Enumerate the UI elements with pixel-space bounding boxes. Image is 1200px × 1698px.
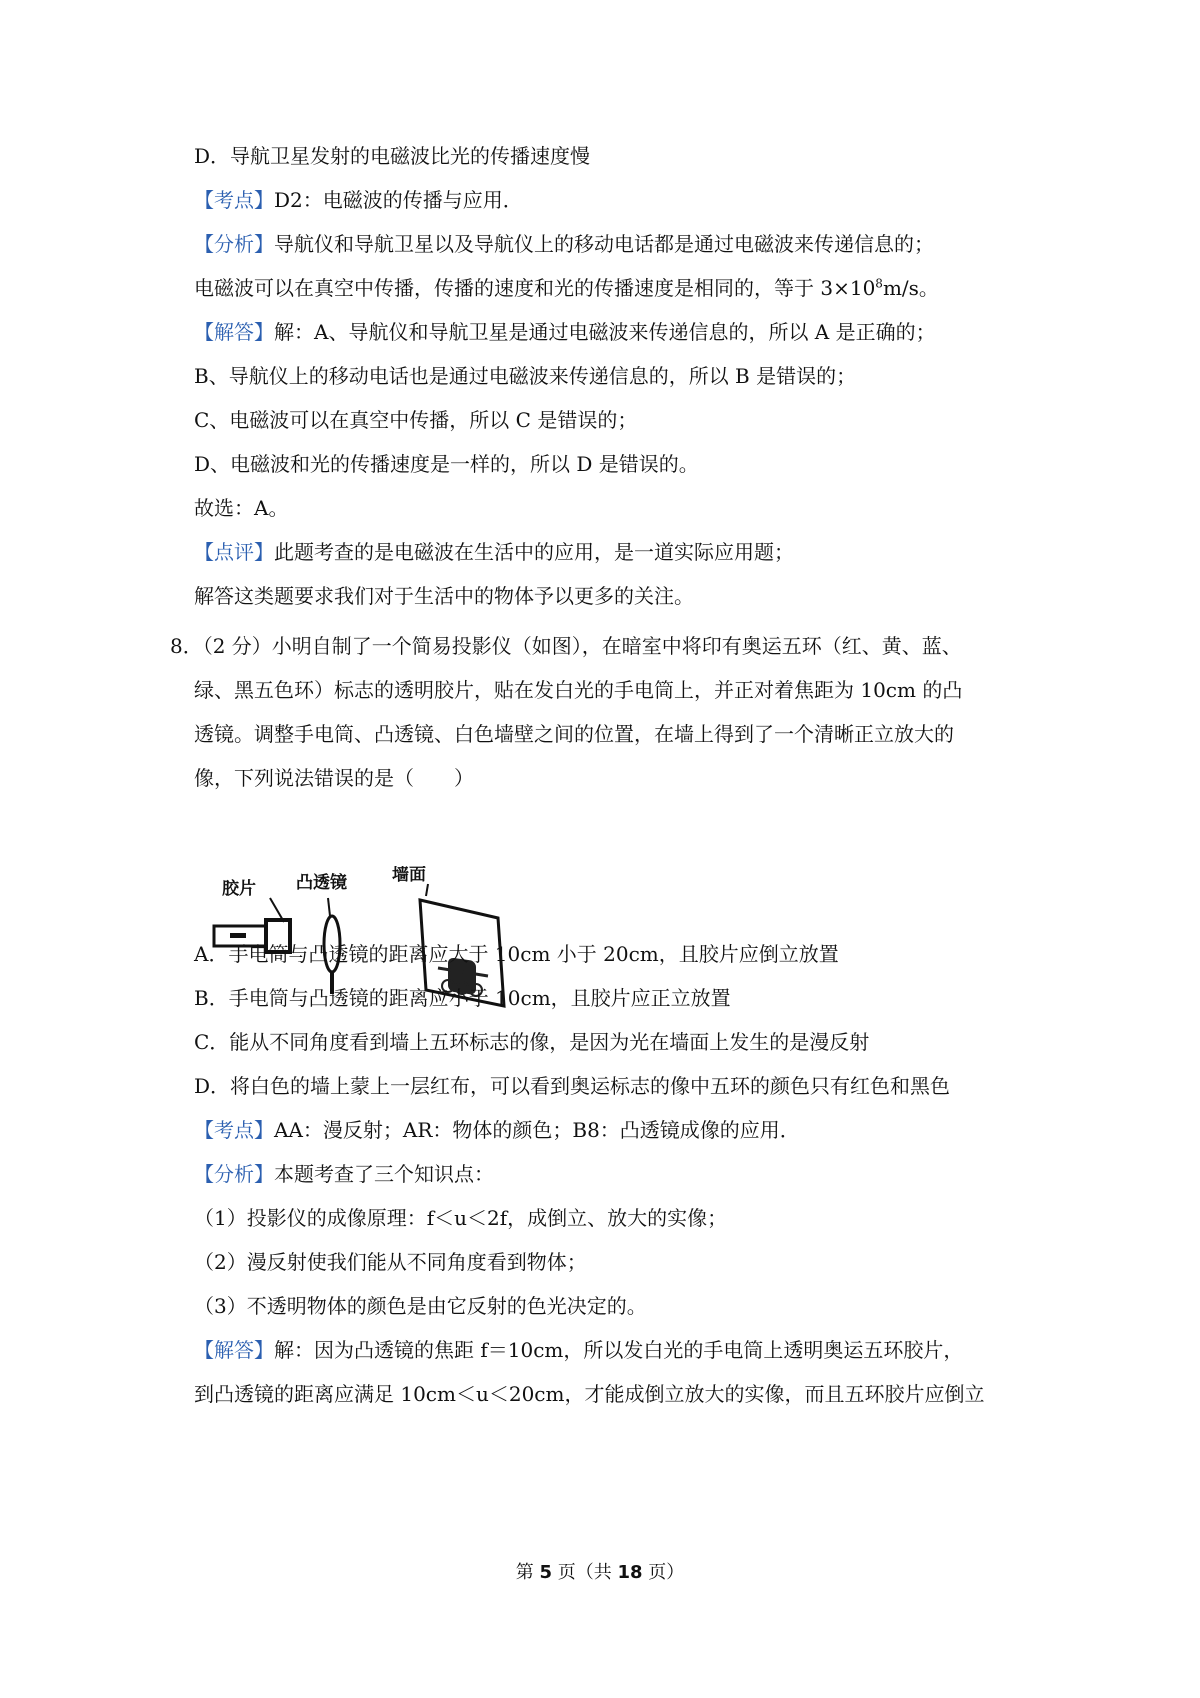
wall-pointer-line <box>426 884 428 896</box>
q8-kaodian <box>194 1116 800 1144</box>
q7-jieda-line-5: 故选：A。 <box>194 496 289 520</box>
q8-stem-line-4: 像，下列说法错误的是（ ） <box>194 766 474 790</box>
q8-fenxi-point-3: （3）不透明物体的颜色是由它反射的色光决定的。 <box>194 1294 647 1318</box>
q7-dianping <box>194 538 794 566</box>
q7-dianping-line-1: 此题考查的是电磁波在生活中的应用，是一道实际应用题； <box>274 540 794 564</box>
kaodian-tag: 【考点】 <box>194 188 274 212</box>
q8-stem-line-1: 8．（2 分）小明自制了一个简易投影仪（如图），在暗室中将印有奥运五环（红、黄、蓝、 <box>170 634 962 658</box>
q7-kaodian-text: D2：电磁波的传播与应用． <box>274 188 523 212</box>
wall-label: 墙面 <box>392 866 426 885</box>
total-pages: 18 <box>617 1562 643 1583</box>
q8-jieda-line-2: 到凸透镜的距离应满足 10cm＜u＜20cm，才能成倒立放大的实像，而且五环胶片应倒立 <box>194 1382 985 1406</box>
q8-fenxi-point-1: （1）投影仪的成像原理：f＜u＜2f，成倒立、放大的实像； <box>194 1206 728 1230</box>
q8-option-d: D．将白色的墙上蒙上一层红布，可以看到奥运标志的像中五环的颜色只有红色和黑色 <box>194 1074 951 1098</box>
q7-dianping-line-2: 解答这类题要求我们对于生活中的物体予以更多的关注。 <box>194 584 694 608</box>
q7-jieda <box>194 318 936 346</box>
q7-fenxi-line-1: 导航仪和导航卫星以及导航仪上的移动电话都是通过电磁波来传递信息的； <box>274 232 934 256</box>
q8-option-c: C．能从不同角度看到墙上五环标志的像，是因为光在墙面上发生的是漫反射 <box>194 1030 870 1054</box>
footer-post: 页） <box>648 1562 685 1583</box>
exponent: 8 <box>875 276 883 291</box>
lens-pointer-line <box>328 898 330 916</box>
q7-fenxi-2-pre: 电磁波可以在真空中传播，传播的速度和光的传播速度是相同的，等于 3×10 <box>194 276 876 300</box>
q7-jieda-line-3: C、电磁波可以在真空中传播，所以 C 是错误的； <box>194 408 638 432</box>
q8-jieda <box>194 1336 963 1364</box>
fenxi-tag: 【分析】 <box>194 232 274 256</box>
q7-jieda-line-4: D、电磁波和光的传播速度是一样的，所以 D 是错误的。 <box>194 452 699 476</box>
q8-kaodian-text: AA：漫反射；AR：物体的颜色；B8：凸透镜成像的应用． <box>274 1118 800 1142</box>
q7-kaodian <box>194 186 523 214</box>
dianping-tag: 【点评】 <box>194 540 274 564</box>
footer-mid: 页（共 <box>557 1562 612 1583</box>
q8-fenxi-point-2: （2）漫反射使我们能从不同角度看到物体； <box>194 1250 587 1274</box>
kaodian-tag: 【考点】 <box>194 1118 274 1142</box>
page-footer <box>0 1560 1200 1586</box>
q8-option-b: B．手电筒与凸透镜的距离应小于 10cm，且胶片应正立放置 <box>194 986 731 1010</box>
q7-fenxi <box>194 230 934 258</box>
q8-fenxi <box>194 1160 494 1188</box>
q7-jieda-line-2: B、导航仪上的移动电话也是通过电磁波来传递信息的，所以 B 是错误的； <box>194 364 857 388</box>
q7-jieda-line-1: 解：A、导航仪和导航卫星是通过电磁波来传递信息的，所以 A 是正确的； <box>274 320 936 344</box>
q7-fenxi-line-2 <box>194 274 939 302</box>
lens-label: 凸透镜 <box>296 873 347 893</box>
jieda-tag: 【解答】 <box>194 1338 274 1362</box>
q8-fenxi-intro: 本题考查了三个知识点： <box>274 1162 494 1186</box>
footer-pre: 第 <box>515 1562 534 1583</box>
q8-stem-line-3: 透镜。调整手电筒、凸透镜、白色墙壁之间的位置，在墙上得到了一个清晰正立放大的 <box>194 722 954 746</box>
film-label: 胶片 <box>222 879 256 899</box>
q8-jieda-line-1: 解：因为凸透镜的焦距 f＝10cm，所以发白光的手电筒上透明奥运五环胶片， <box>274 1338 964 1362</box>
q7-fenxi-2-post: m/s。 <box>882 276 939 300</box>
q8-option-a: A．手电筒与凸透镜的距离应大于 10cm 小于 20cm，且胶片应倒立放置 <box>194 942 839 966</box>
fenxi-tag: 【分析】 <box>194 1162 274 1186</box>
flashlight-switch <box>230 933 246 938</box>
q8-stem-line-2: 绿、黑五色环）标志的透明胶片，贴在发白光的手电筒上，并正对着焦距为 10cm 的凸 <box>194 678 963 702</box>
q7-option-d: D．导航卫星发射的电磁波比光的传播速度慢 <box>194 144 591 168</box>
jieda-tag: 【解答】 <box>194 320 274 344</box>
page-number: 5 <box>539 1562 552 1583</box>
